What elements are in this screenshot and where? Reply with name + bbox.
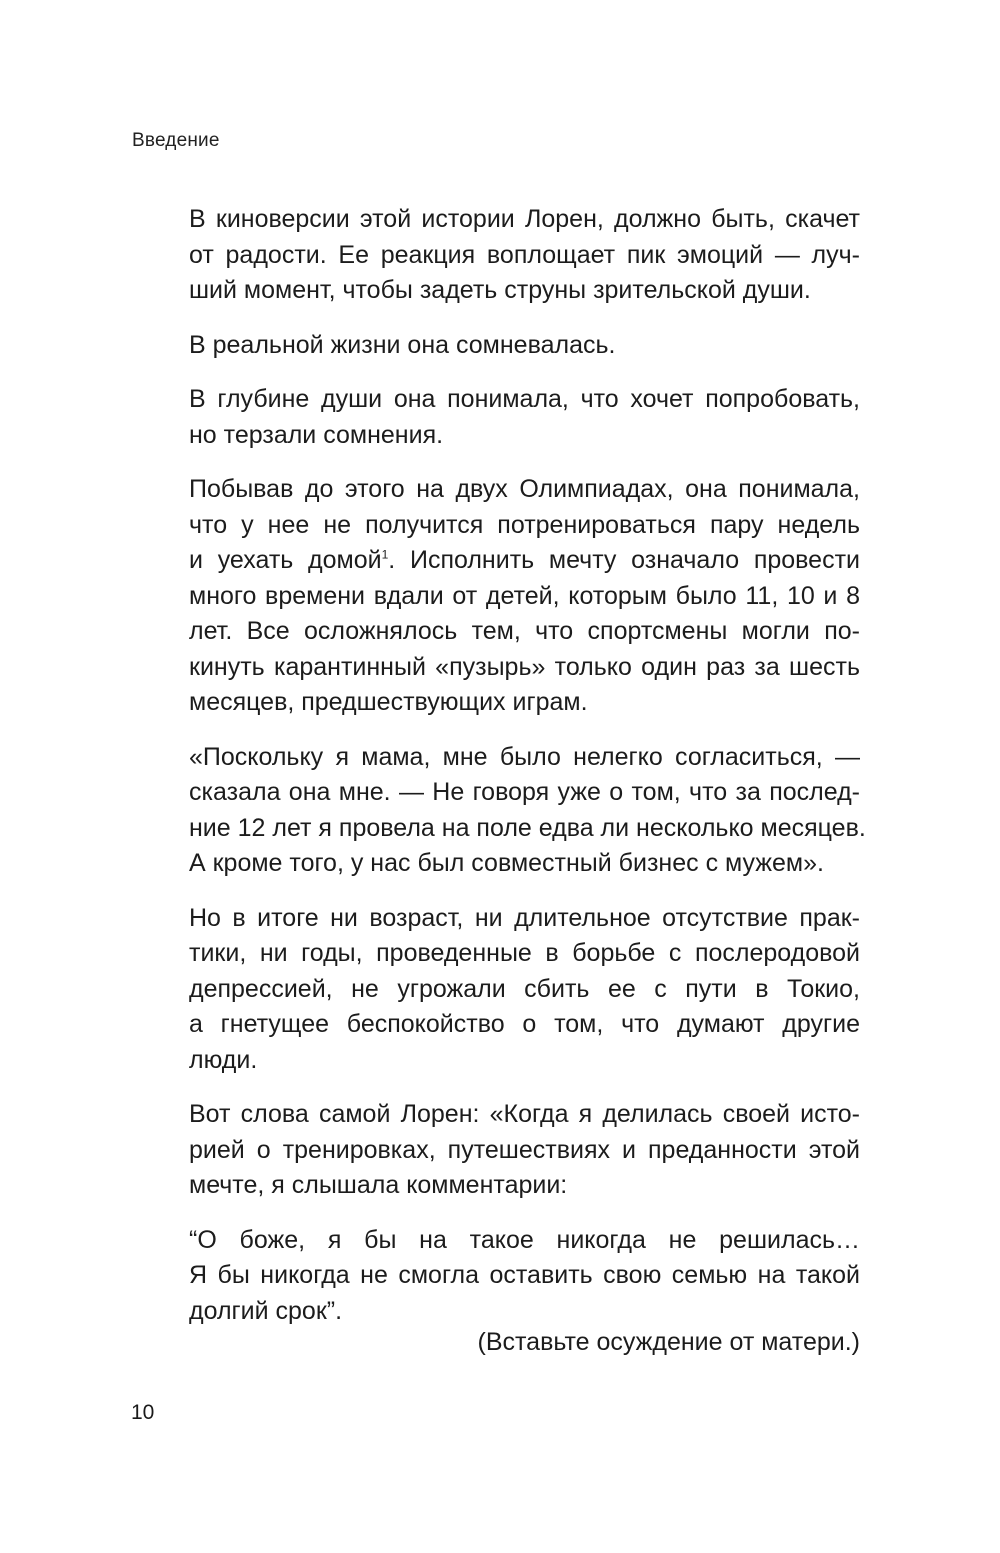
text-line: люди. (189, 1045, 258, 1074)
text-line: а гнетущее беспокойство о том, что думают другие (189, 1010, 860, 1038)
text-line: В киноверсии этой истории Лорен, должно быть, скачет (189, 205, 860, 233)
paragraph-2 (189, 328, 860, 364)
text-line: тики, ни годы, проведенные в борьбе с послеродовой (189, 939, 860, 967)
text-line: «Поскольку я мама, мне было нелегко согласиться, — (189, 742, 860, 771)
paragraph-3 (189, 382, 860, 453)
body-text (189, 202, 866, 1380)
text-line: много времени вдали от детей, которым было 11, 10 и 8 (189, 581, 860, 610)
text-line: Вот слова самой Лорен: «Когда я делилась своей исто- (189, 1100, 860, 1128)
text-line: Побывав до этого на двух Олимпиадах, она понимала, (189, 475, 860, 503)
text-line: “О боже, я бы на такое никогда не решилась… (189, 1225, 860, 1254)
text-line: рией о тренировках, путешествиях и преданности этой (189, 1135, 860, 1164)
paragraph-7 (189, 1097, 860, 1204)
text-line: сказала она мне. — Не говоря уже о том, что за послед- (189, 778, 860, 806)
text-line: лет. Все осложнялось тем, что спортсмены могли по- (189, 617, 860, 645)
text-line: месяцев, предшествующих играм. (189, 688, 588, 716)
text-line: кинуть карантинный «пузырь» только один раз за шесть (189, 652, 860, 681)
text-fragment: . Исполнить мечту означало провести (388, 546, 860, 574)
right-aligned-remark: (Вставьте осуждение от матери.) (477, 1328, 860, 1356)
page-number: 10 (131, 1401, 155, 1424)
text-line: депрессией, не угрожали сбить ее с пути в Токио, (189, 974, 860, 1003)
paragraph-5 (189, 740, 866, 882)
paragraph-6 (189, 901, 860, 1079)
text-line: долгий срок”. (189, 1296, 343, 1325)
text-line: А кроме того, у нас был совместный бизнес с мужем». (189, 849, 824, 877)
text-fragment: и уехать домой (189, 546, 382, 574)
text-line: от радости. Ее реакция воплощает пик эмоций — луч- (189, 240, 860, 269)
text-line: ший момент, чтобы задеть струны зрительской души. (189, 276, 811, 304)
footnote-mark: 1 (381, 547, 389, 562)
text-line: ние 12 лет я провела на поле едва ли несколько месяцев. (189, 813, 866, 842)
text-line: Я бы никогда не смогла оставить свою семью на такой (189, 1261, 860, 1289)
text-line: что у нее не получится потренироваться пару недель (189, 510, 860, 539)
paragraph-1 (189, 202, 860, 309)
paragraph-4 (189, 472, 860, 721)
text-line: но терзали сомнения. (189, 420, 444, 449)
running-head: Введение (132, 130, 220, 151)
text-line: В глубине души она понимала, что хочет попробовать, (189, 385, 860, 413)
text-line: Но в итоге ни возраст, ни длительное отсутствие прак- (189, 903, 860, 932)
paragraph-8-quote (189, 1223, 860, 1361)
text-line-with-footnote (189, 543, 860, 579)
text-line: В реальной жизни она сомневалась. (189, 330, 616, 359)
text-line: мечте, я слышала комментарии: (189, 1171, 568, 1199)
